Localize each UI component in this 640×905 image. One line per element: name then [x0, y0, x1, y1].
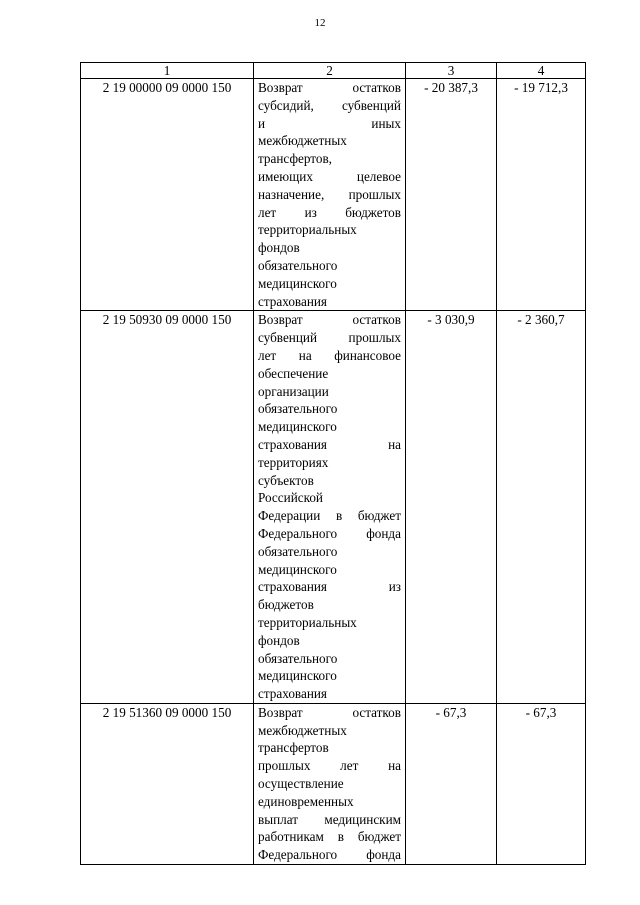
amount-column-4-cell: - 67,3: [497, 703, 586, 864]
amount-column-3-cell: - 67,3: [406, 703, 497, 864]
description-line: и иных: [258, 115, 401, 131]
column-header-2: 2: [254, 63, 406, 79]
description-line: лет на финансовое: [258, 347, 401, 363]
table-row: [81, 703, 586, 864]
description-line: межбюджетных: [258, 133, 347, 149]
description-line: страхования: [258, 293, 327, 309]
description-line: Федерального фонда: [258, 847, 401, 863]
description-line: страхования из: [258, 579, 401, 595]
description-line: межбюджетных: [258, 722, 347, 738]
description-line: субсидий, субвенций: [258, 97, 401, 113]
table-header-row: [81, 63, 586, 79]
description-cell: [254, 703, 406, 864]
description-line: Возврат остатков: [258, 704, 401, 720]
description-line: территориальных: [258, 222, 357, 238]
description-line: работникам в бюджет: [258, 829, 401, 845]
description-line: обязательного: [258, 650, 338, 666]
amount-column-3-cell: - 3 030,9: [406, 311, 497, 704]
budget-code-cell: 2 19 50930 09 0000 150: [81, 311, 254, 704]
description-line: Возврат остатков: [258, 80, 401, 95]
description-line: осуществление: [258, 776, 344, 792]
budget-code-cell: 2 19 51360 09 0000 150: [81, 703, 254, 864]
description-line: медицинского: [258, 561, 337, 577]
description-line: субвенций прошлых: [258, 330, 401, 346]
description-line: медицинского: [258, 419, 337, 435]
description-line: единовременных: [258, 793, 354, 809]
description-line: страхования на: [258, 436, 401, 452]
description-line: назначение, прошлых: [258, 186, 401, 202]
description-line: территориях: [258, 454, 329, 470]
description-line: организации: [258, 383, 329, 399]
description-line: трансфертов: [258, 740, 329, 756]
description-line: лет из бюджетов: [258, 204, 401, 220]
description-line: обязательного: [258, 401, 338, 417]
amount-column-3-cell: - 20 387,3: [406, 79, 497, 311]
description-line: Федерального фонда: [258, 525, 401, 541]
description-line: обязательного: [258, 543, 338, 559]
description-line: фондов: [258, 240, 300, 256]
description-line: Российской: [258, 490, 323, 506]
budget-code-cell: 2 19 00000 09 0000 150: [81, 79, 254, 311]
description-line: территориальных: [258, 614, 357, 630]
description-line: выплат медицинским: [258, 811, 401, 827]
description-line: медицинского: [258, 668, 337, 684]
column-header-3: 3: [406, 63, 497, 79]
description-line: медицинского: [258, 275, 337, 291]
description-line: фондов: [258, 632, 300, 648]
description-line: страхования: [258, 686, 327, 702]
table-row: [81, 311, 586, 704]
description-line: обязательного: [258, 257, 338, 273]
description-cell: [254, 79, 406, 311]
amount-column-4-cell: - 19 712,3: [497, 79, 586, 311]
table-row: [81, 79, 586, 311]
amount-column-4-cell: - 2 360,7: [497, 311, 586, 704]
description-line: обеспечение: [258, 365, 329, 381]
description-line: Возврат остатков: [258, 312, 401, 328]
column-header-1: 1: [81, 63, 254, 79]
description-line: имеющих целевое: [258, 168, 401, 184]
description-cell: [254, 311, 406, 704]
description-line: субъектов: [258, 472, 314, 488]
column-header-4: 4: [497, 63, 586, 79]
description-line: бюджетов: [258, 597, 314, 613]
description-line: прошлых лет на: [258, 758, 401, 774]
description-line: трансфертов,: [258, 151, 332, 167]
budget-table: [80, 62, 586, 865]
description-line: Федерации в бюджет: [258, 508, 401, 524]
page-number: 12: [314, 17, 326, 29]
